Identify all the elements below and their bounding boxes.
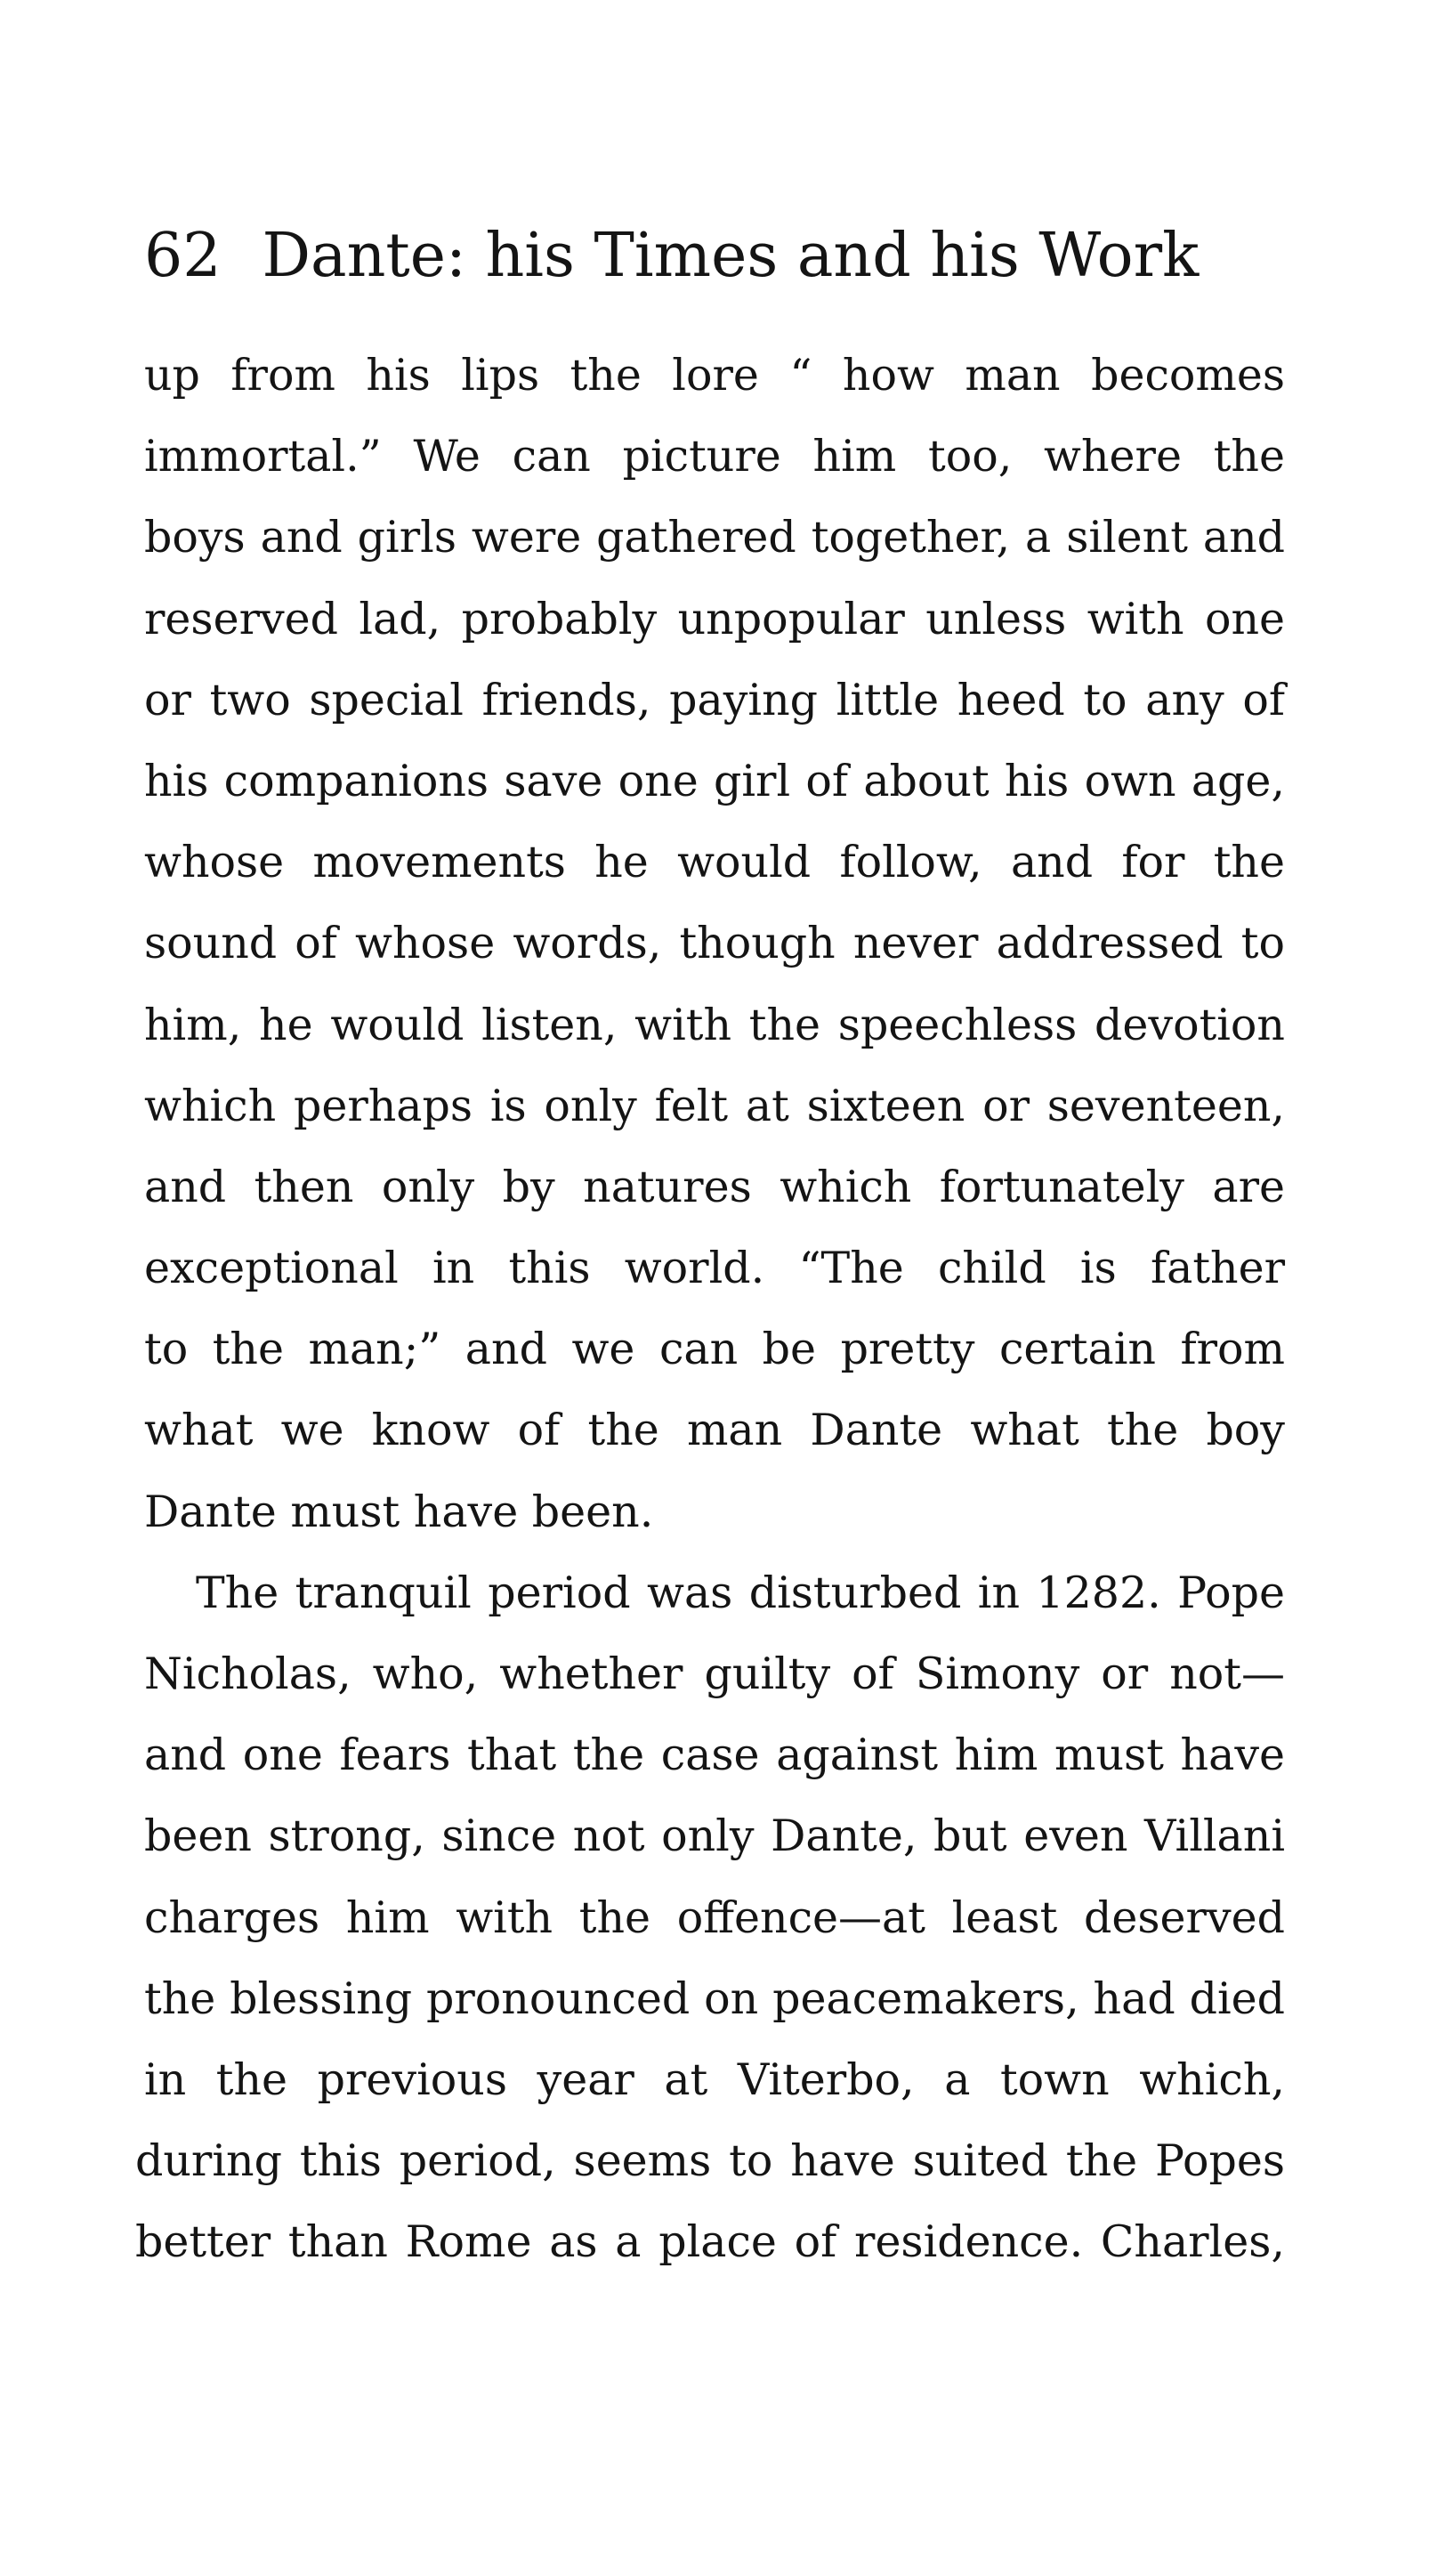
text-line: boys and girls were gathered together, a silent and (144, 512, 1285, 563)
text-line: and then only by natures which fortunately are (144, 1161, 1285, 1212)
text-line: and one fears that the case against him must have (144, 1729, 1285, 1781)
text-line: better than Rome as a place of residence. Charles, (135, 2216, 1285, 2268)
text-line: which perhaps is only felt at sixteen or seventeen, (144, 1080, 1285, 1131)
text-line: in the previous year at Viterbo, a town which, (144, 2054, 1285, 2105)
running-head (144, 212, 1292, 301)
text-line: exceptional in this world. “The child is father (144, 1243, 1285, 1294)
text-line: sound of whose words, though never addressed to (144, 918, 1285, 969)
text-line: the blessing pronounced on peacemakers, had died (144, 1973, 1285, 2024)
text-line: immortal.” We can picture him too, where the (144, 431, 1285, 482)
running-title: Dante: his Times and his Work (262, 221, 1200, 291)
text-line: to the man;” and we can be pretty certain from (144, 1324, 1285, 1375)
text-line: reserved lad, probably unpopular unless with one (144, 593, 1285, 644)
text-line: his companions save one girl of about his own age, (144, 755, 1285, 806)
text-line: been strong, since not only Dante, but even Villani (144, 1810, 1285, 1862)
body-text (135, 335, 1285, 2283)
text-line: or two special friends, paying little heed to any of (144, 674, 1285, 725)
paragraph-last-line: Dante must have been. (144, 1486, 654, 1537)
text-line: up from his lips the lore “ how man becomes (144, 350, 1285, 401)
text-line: during this period, seems to have suited the Popes (135, 2135, 1285, 2187)
text-line: him, he would listen, with the speechless devotion (144, 999, 1285, 1050)
page-number: 62 (144, 221, 222, 291)
text-line: charges him with the offence—at least deserved (144, 1891, 1285, 1943)
text-line: whose movements he would follow, and for the (144, 837, 1285, 888)
text-line: Nicholas, who, whether guilty of Simony or not— (144, 1648, 1285, 1699)
paragraph-first-line: The tranquil period was disturbed in 1282. Pope (196, 1567, 1285, 1618)
text-line: what we know of the man Dante what the boy (144, 1405, 1285, 1456)
